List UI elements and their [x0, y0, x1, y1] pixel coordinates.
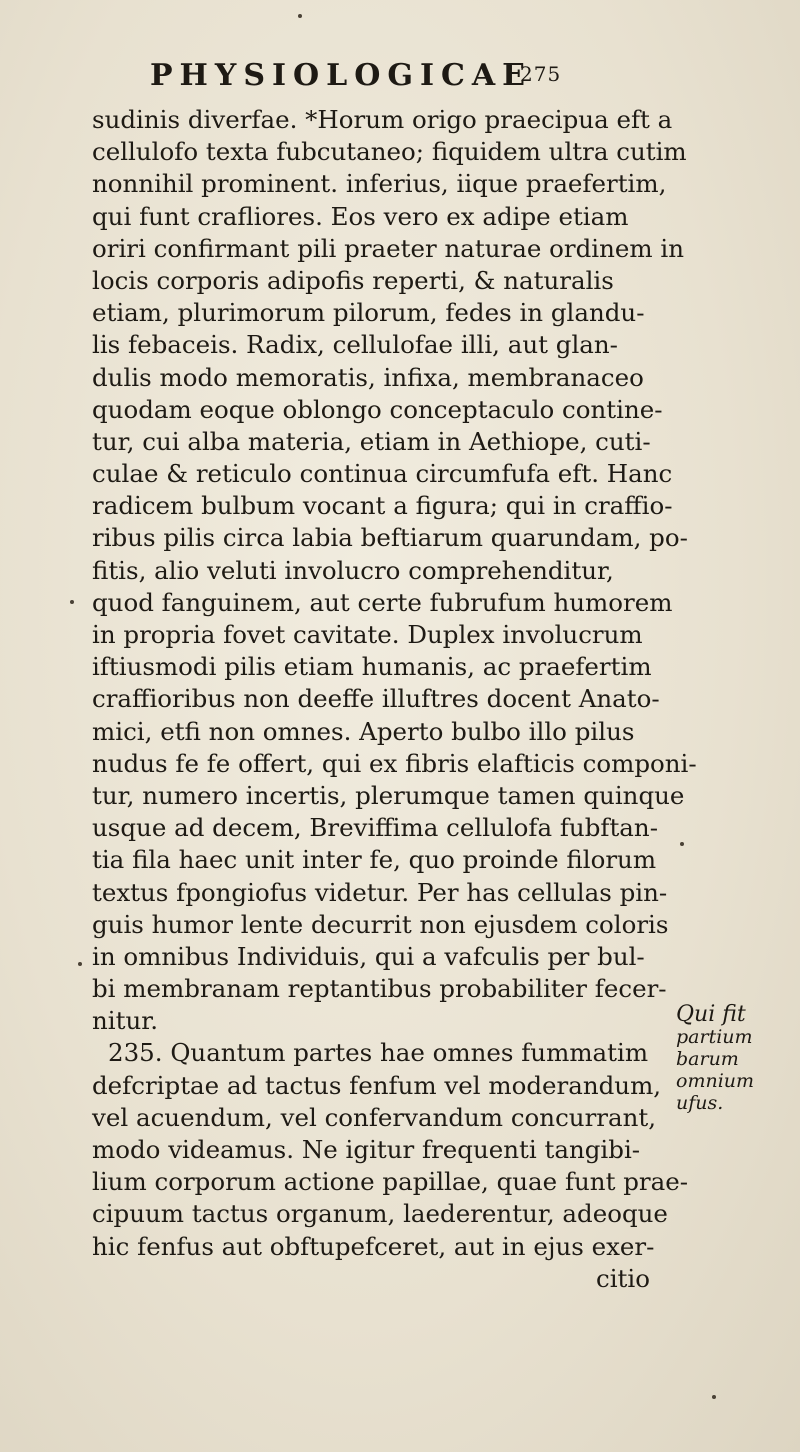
text-line: culae & reticulo continua circumfufa eft. Hanc: [92, 459, 673, 489]
text-line: nudus fe fe offert, qui ex fibris elafticis componi-: [92, 748, 697, 778]
text-line: nitur.: [92, 1006, 159, 1036]
text-line: cellulofo texta fubcutaneo; fiquidem ultra cutim: [92, 137, 687, 167]
margin-note-line: Qui fit: [676, 1002, 746, 1027]
catchword: citio: [596, 1263, 650, 1293]
ink-speck: [70, 600, 74, 604]
text-line: fitis, alio veluti involucro comprehenditur,: [92, 555, 614, 585]
text-line: tur, numero incertis, plerumque tamen quinque: [92, 780, 685, 810]
margin-note-line: partium: [676, 1026, 753, 1048]
text-line: defcriptae ad tactus fenfum vel moderandum,: [92, 1070, 662, 1100]
paragraph-1: [88, 104, 697, 1037]
text-line: mici, etfi non omnes. Aperto bulbo illo pilus: [92, 716, 635, 746]
margin-note-line: omnium: [676, 1070, 755, 1092]
margin-note-line: ufus.: [676, 1092, 724, 1114]
text-line: iftiusmodi pilis etiam humanis, ac praefertim: [92, 652, 652, 682]
ink-speck: [298, 14, 302, 18]
text-line: textus fpongiofus videtur. Per has cellulas pin-: [92, 877, 668, 907]
text-line: locis corporis adipofis reperti, & naturalis: [92, 265, 614, 295]
text-line: modo videamus. Ne igitur frequenti tangibi-: [92, 1135, 641, 1164]
text-line: ribus pilis circa labia beftiarum quarundam, po-: [92, 523, 688, 553]
text-line: tur, cui alba materia, etiam in Aethiope, cuti-: [92, 426, 651, 456]
text-line: guis humor lente decurrit non ejusdem coloris: [92, 909, 669, 939]
text-line: nonnihil prominent. inferius, iique praefertim,: [92, 169, 667, 199]
text-line: in omnibus Individuis, qui a vafculis per bul-: [92, 941, 645, 971]
text-line: dulis modo memoratis, infixa, membranaceo: [92, 362, 644, 392]
text-line: cipuum tactus organum, laederentur, adeoque: [92, 1199, 668, 1229]
text-line: vel acuendum, vel confervandum concurrant,: [92, 1102, 657, 1132]
text-line: qui funt crafliores. Eos vero ex adipe etiam: [92, 201, 629, 231]
text-line: craffioribus non deeffe illuftres docent Anato-: [92, 684, 660, 714]
paragraph-235: [88, 1037, 688, 1295]
text-line: tia fila haec unit inter fe, quo proinde filorum: [92, 845, 657, 875]
text-line: lium corporum actione papillae, quae funt prae-: [92, 1167, 688, 1197]
text-line: usque ad decem, Breviffima cellulofa fubftan-: [92, 813, 658, 843]
margin-note: [676, 1004, 796, 1114]
text-line: radicem bulbum vocant a figura; qui in craffio-: [92, 491, 673, 521]
page-header: [0, 58, 800, 98]
text-line: 235. Quantum partes hae omnes fummatim: [108, 1038, 649, 1068]
ink-speck: [712, 1395, 716, 1399]
body-text: [88, 104, 697, 1295]
text-line: quod fanguinem, aut certe fubrufum humorem: [92, 587, 673, 617]
ink-speck: [680, 842, 684, 846]
ink-speck: [78, 962, 82, 966]
text-line: bi membranam reptantibus probabiliter fecer-: [92, 974, 667, 1004]
text-line: oriri confirmant pili praeter naturae ordinem in: [92, 233, 685, 263]
running-head: PHYSIOLOGICAE: [150, 58, 533, 93]
page-number: 275: [520, 62, 562, 86]
text-line: sudinis diverfae. *Horum origo praecipua eft a: [92, 105, 673, 134]
text-line: quodam eoque oblongo conceptaculo contine-: [92, 394, 663, 424]
text-line: in propria fovet cavitate. Duplex involucrum: [92, 620, 643, 649]
text-line: lis febaceis. Radix, cellulofae illi, aut glan-: [92, 330, 618, 360]
margin-note-line: barum: [676, 1048, 739, 1070]
text-line: etiam, plurimorum pilorum, fedes in glandu-: [92, 298, 645, 328]
text-line: hic fenfus aut obftupefceret, aut in ejus exer-: [92, 1231, 655, 1261]
